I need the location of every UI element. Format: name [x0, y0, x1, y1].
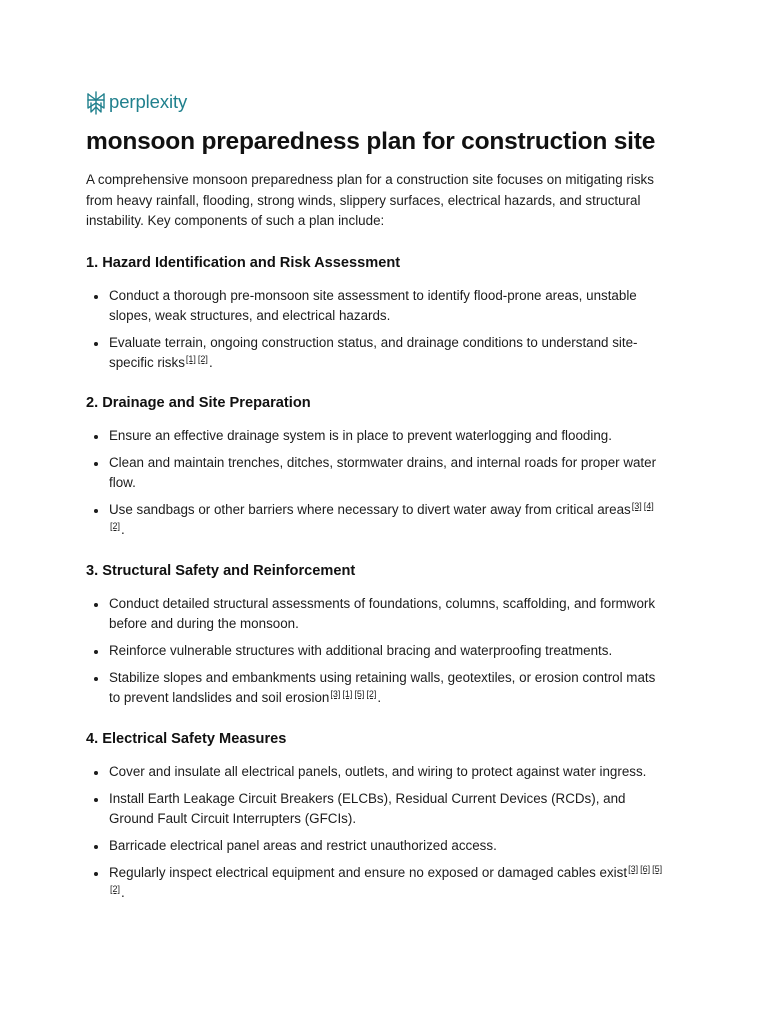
list-item: Evaluate terrain, ongoing construction status, and drainage conditions to understand site-specific risks[1] [2].: [86, 333, 669, 373]
list-item-text: Cover and insulate all electrical panels, outlets, and wiring to protect against water ingress.: [109, 764, 647, 779]
list-item-text: Evaluate terrain, ongoing construction status, and drainage conditions to understand site-specific risks: [109, 335, 638, 370]
brand-name: perplexity: [109, 91, 188, 112]
section-heading: 4. Electrical Safety Measures: [86, 731, 287, 747]
citation-link[interactable]: [3]: [628, 864, 639, 874]
citation-link[interactable]: [2]: [197, 354, 208, 364]
citation-link[interactable]: [4]: [643, 501, 654, 511]
citation-link[interactable]: [2]: [366, 689, 377, 699]
citation-link[interactable]: [5]: [652, 864, 663, 874]
intro-paragraph: A comprehensive monsoon preparedness plan for a construction site focuses on mitigating risks from heavy rainfall, flooding, strong winds, slippery surfaces, electrical hazards, and structural instability. Key components of such a plan include:: [86, 172, 654, 228]
citation-link[interactable]: [6]: [640, 864, 651, 874]
list-item-text: Barricade electrical panel areas and restrict unauthorized access.: [109, 838, 497, 853]
section-heading: 2. Drainage and Site Preparation: [86, 395, 311, 411]
bullet-list: [86, 594, 686, 708]
list-item: Regularly inspect electrical equipment and ensure no exposed or damaged cables exist[3] [6] [5][2].: [86, 863, 669, 903]
section-electrical-safety: [86, 729, 686, 910]
list-item: [86, 286, 669, 326]
brand-logo[interactable]: [86, 90, 187, 116]
list-item-text: Ensure an effective drainage system is in place to prevent waterlogging and flooding.: [109, 428, 612, 443]
list-item-text: Clean and maintain trenches, ditches, stormwater drains, and internal roads for proper water flow.: [109, 455, 657, 490]
citation-link[interactable]: [3]: [330, 689, 341, 699]
list-item-text: Install Earth Leakage Circuit Breakers (ELCBs), Residual Current Devices (RCDs), and Ground Fault Circuit Interrupters (GFCIs).: [109, 791, 626, 826]
list-item: [86, 762, 669, 782]
list-item: [86, 836, 669, 856]
list-item-text: Conduct a thorough pre-monsoon site assessment to identify flood-prone areas, unstable slopes, weak structures, and electrical hazards.: [109, 288, 637, 323]
bullet-list: [86, 286, 686, 373]
list-item-text: Stabilize slopes and embankments using retaining walls, geotextiles, or erosion control mats to prevent landslides and soil erosion: [109, 670, 656, 705]
page-title: monsoon preparedness plan for construction site: [86, 128, 656, 155]
citation-link[interactable]: [2]: [110, 884, 121, 894]
list-item-text: Reinforce vulnerable structures with additional bracing and waterproofing treatments.: [109, 643, 613, 658]
list-item: [86, 641, 669, 661]
list-item: [86, 594, 669, 634]
bullet-list: [86, 426, 686, 540]
section-hazard-identification: [86, 253, 686, 380]
list-item: Stabilize slopes and embankments using retaining walls, geotextiles, or erosion control mats to prevent landslides and soil erosion[3] [1] [5] [2].: [86, 668, 669, 708]
section-heading: 3. Structural Safety and Reinforcement: [86, 563, 356, 579]
citation-link[interactable]: [3]: [631, 501, 642, 511]
list-item: [86, 426, 669, 446]
section-drainage: [86, 393, 686, 547]
citation-link[interactable]: [1]: [342, 689, 353, 699]
section-structural-safety: [86, 561, 686, 715]
bullet-list: [86, 762, 686, 903]
list-item: Use sandbags or other barriers where necessary to divert water away from critical areas[3] [4][2].: [86, 500, 669, 540]
list-item: [86, 789, 669, 829]
list-item-text: Use sandbags or other barriers where necessary to divert water away from critical areas: [109, 502, 631, 517]
perplexity-logo-icon: [86, 91, 106, 115]
citation-link[interactable]: [5]: [354, 689, 365, 699]
list-item-text: Conduct detailed structural assessments of foundations, columns, scaffolding, and formwork before and during the monsoon.: [109, 596, 656, 631]
citation-link[interactable]: [2]: [110, 521, 121, 531]
list-item-text: Regularly inspect electrical equipment and ensure no exposed or damaged cables exist: [109, 865, 628, 880]
list-item: [86, 453, 669, 493]
citation-link[interactable]: [1]: [185, 354, 196, 364]
section-heading: 1. Hazard Identification and Risk Assessment: [86, 255, 401, 271]
